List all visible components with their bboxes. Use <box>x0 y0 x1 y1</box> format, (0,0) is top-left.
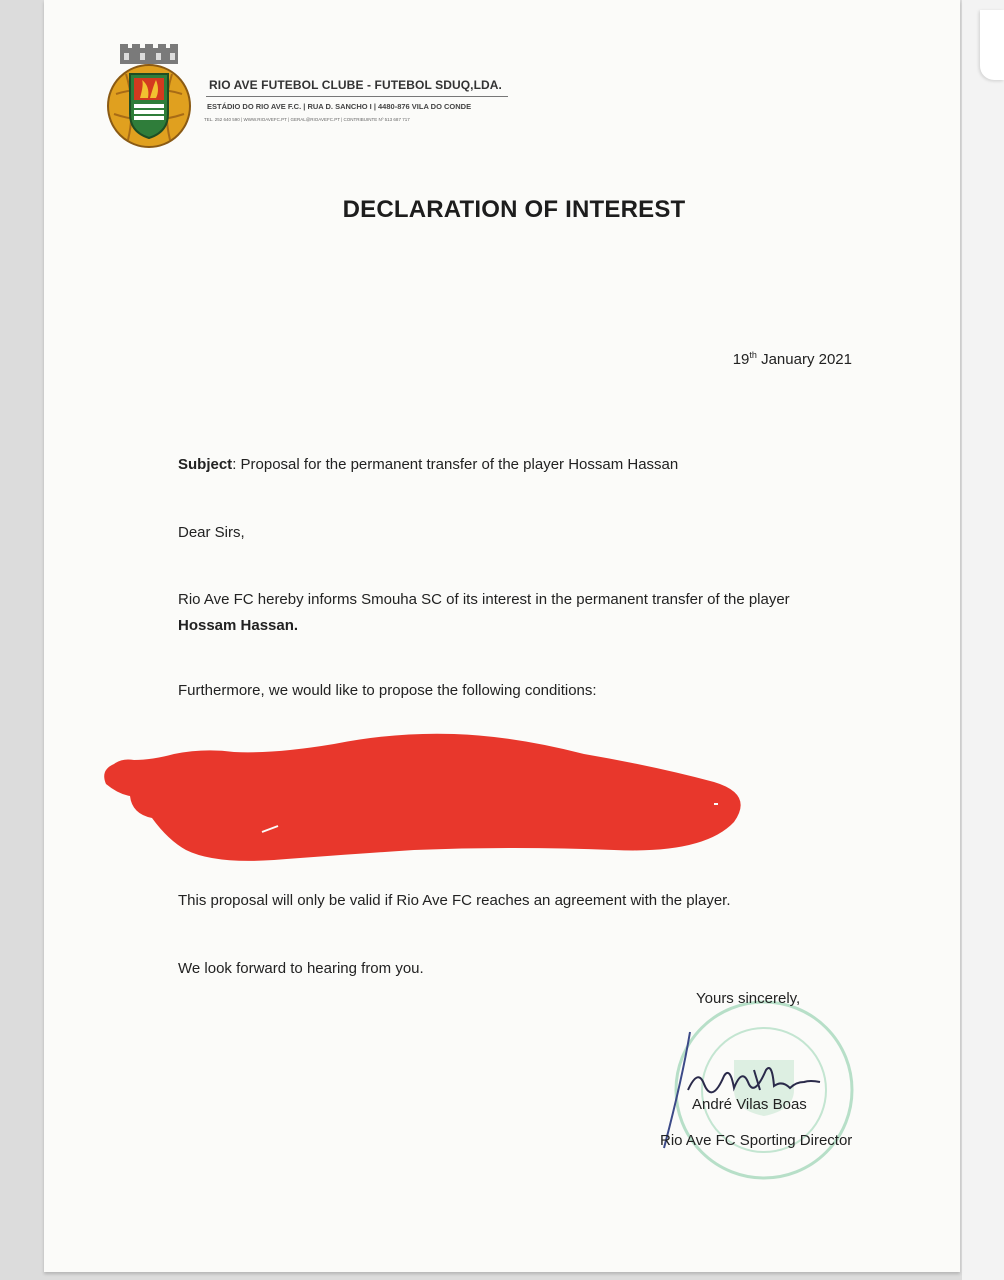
paragraph-interest-text: Rio Ave FC hereby informs Smouha SC of its interest in the permanent transfer of the player <box>178 591 790 608</box>
subject-label: Subject <box>178 456 233 473</box>
letter-page <box>44 0 960 1272</box>
paragraph-validity: This proposal will only be valid if Rio Ave FC reaches an agreement with the player. <box>178 892 731 909</box>
subject-line <box>178 452 678 478</box>
page-edge-panel <box>962 0 1004 1280</box>
date-month-year: January 2021 <box>756 351 852 368</box>
club-letterhead-name: RIO AVE FUTEBOL CLUBE - FUTEBOL SDUQ,LDA. <box>209 78 502 92</box>
club-contacts: TEL. 252 640 590 | WWW.RIOAVEFC.PT | GERAL@RIOAVEFC.PT | CONTRIBUINTE Nº 513 687 717 <box>204 117 410 122</box>
redaction-scribble <box>94 722 744 872</box>
player-name-suffix: . <box>293 617 299 634</box>
paragraph-closing-remark: We look forward to hearing from you. <box>178 960 424 977</box>
letterhead-rule <box>206 96 508 97</box>
subject-colon: : <box>232 456 237 473</box>
signer-role: Rio Ave FC Sporting Director <box>660 1132 853 1149</box>
player-name-line <box>178 613 878 639</box>
subject-text: Proposal for the permanent transfer of the player Hossam Hassan <box>236 456 679 473</box>
greeting: Dear Sirs, <box>178 524 245 541</box>
player-name: Hossam Hassan <box>178 617 294 634</box>
date-day: 19 <box>732 351 750 368</box>
date-suffix: th <box>749 350 757 360</box>
club-address: ESTÁDIO DO RIO AVE F.C. | RUA D. SANCHO I | 4480-876 VILA DO CONDE <box>207 102 472 111</box>
document-title: DECLARATION OF INTEREST <box>342 196 686 223</box>
scroll-tab <box>980 10 1004 80</box>
signer-name: André Vilas Boas <box>692 1096 807 1113</box>
paragraph-interest <box>178 587 878 639</box>
club-crest-icon <box>106 44 192 150</box>
letter-date <box>733 350 852 368</box>
paragraph-conditions: Furthermore, we would like to propose the following conditions: <box>178 682 597 699</box>
closing: Yours sincerely, <box>696 990 801 1007</box>
